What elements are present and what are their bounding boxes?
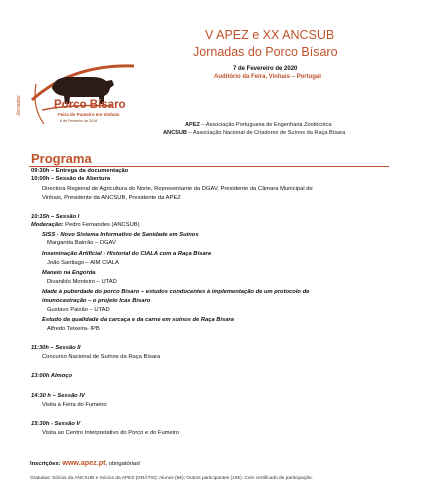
org-name: – Associação Portuguesa de Engenharia Zootécnica xyxy=(199,122,332,128)
session-heading: 14:30 h – Sessão IV xyxy=(31,393,85,399)
program-item: Concurso Nacional de Suínos da Raça Bísara xyxy=(42,354,161,360)
logo-side-text: Jornadas xyxy=(16,95,22,116)
moderation-label: Moderação: xyxy=(31,222,64,228)
registration-label: Inscrições: xyxy=(30,461,61,467)
org-name: – Associação Nacional de Criadores de Suínos da Raça Bísara xyxy=(186,130,346,136)
event-title: V APEZ e XX ANCSUB xyxy=(205,28,335,42)
org-abbr: ANCSUB xyxy=(163,130,187,136)
talk-title: imunocastração – o projeto Icas Bísaro xyxy=(42,298,151,304)
divider xyxy=(29,166,389,167)
program-item: Directora Regional de Agricultura do Norte, Representante da DGAV, Presidente da Câmara Municipal de xyxy=(42,186,313,192)
pricing-note: Gratuitas: Sócios da ANCSUB e Sócios da APEZ (GRÁTIS); Alunos (5€); Outros participantes (10€). Com certificado de participação. xyxy=(30,476,313,481)
program-item xyxy=(31,222,140,230)
website-link[interactable]: www.apez.pt xyxy=(62,458,106,467)
session-heading: 15:30h - Sessão V xyxy=(31,421,81,427)
session-heading: 11:30h – Sessão II xyxy=(31,345,81,351)
moderator: Pedro Fernandes (ANCSUB) xyxy=(63,222,140,228)
talk-title: SISS - Novo Sistema Informativo de Sanidade em Suínos xyxy=(42,232,199,238)
speaker: Gustavo Paixão – UTAD xyxy=(47,307,110,313)
speaker: Divanildo Monteiro – UTAD xyxy=(47,279,117,285)
org-abbr: APEZ xyxy=(185,122,200,128)
talk-title: Inseminação Artificial - Historial do CIALA com a Raça Bísara xyxy=(42,251,212,257)
speaker: Margarida Bairrão – DGAV xyxy=(47,240,116,246)
registration-note: , obrigatórias! xyxy=(105,461,141,467)
program-item: Visita à Feira do Fumeiro xyxy=(42,402,107,408)
org-apez xyxy=(185,122,331,128)
org-ancsub xyxy=(163,130,345,136)
speaker: Alfredo Teixeira- IPB xyxy=(47,326,100,332)
program-item: Visita ao Centro Interpretativo do Porco e do Fumeiro xyxy=(42,430,180,436)
session-heading: 10:15h – Sessão I xyxy=(31,214,80,220)
registration-line xyxy=(30,458,141,467)
talk-title: Estudo da qualidade da carcaça e da carne em suínos de Raça Bísara xyxy=(42,317,235,323)
session-heading: 13:00h Almoço xyxy=(31,373,73,379)
logo xyxy=(0,0,150,140)
program-item: 09:30h – Entrega da documentação xyxy=(31,168,129,174)
event-subtitle: Jornadas do Porco Bísaro xyxy=(193,45,338,59)
logo-date: 8 de Fevereiro de 2018 xyxy=(60,119,98,123)
event-venue: Auditório da Feira, Vinhais – Portugal xyxy=(214,74,321,80)
program-item: 10:00h – Sessão de Abertura xyxy=(31,176,111,182)
event-date: 7 de Fevereiro de 2020 xyxy=(233,66,298,72)
talk-title: Maneio na Engorda xyxy=(42,270,96,276)
logo-subtitle: Feira do Fumeiro em Vinhais xyxy=(58,112,120,117)
program-item: Vinhais, Presidente da ANCSUB, Presidente da APEZ xyxy=(42,195,181,201)
programa-heading: Programa xyxy=(31,151,92,166)
speaker: João Santiago – AIM CIALA xyxy=(47,260,119,266)
logo-title: Porco Bísaro xyxy=(54,99,126,111)
talk-title: Idade à puberdade do porco Bísaro – estudos conducentes à implementação de um protocolo de xyxy=(42,289,310,295)
